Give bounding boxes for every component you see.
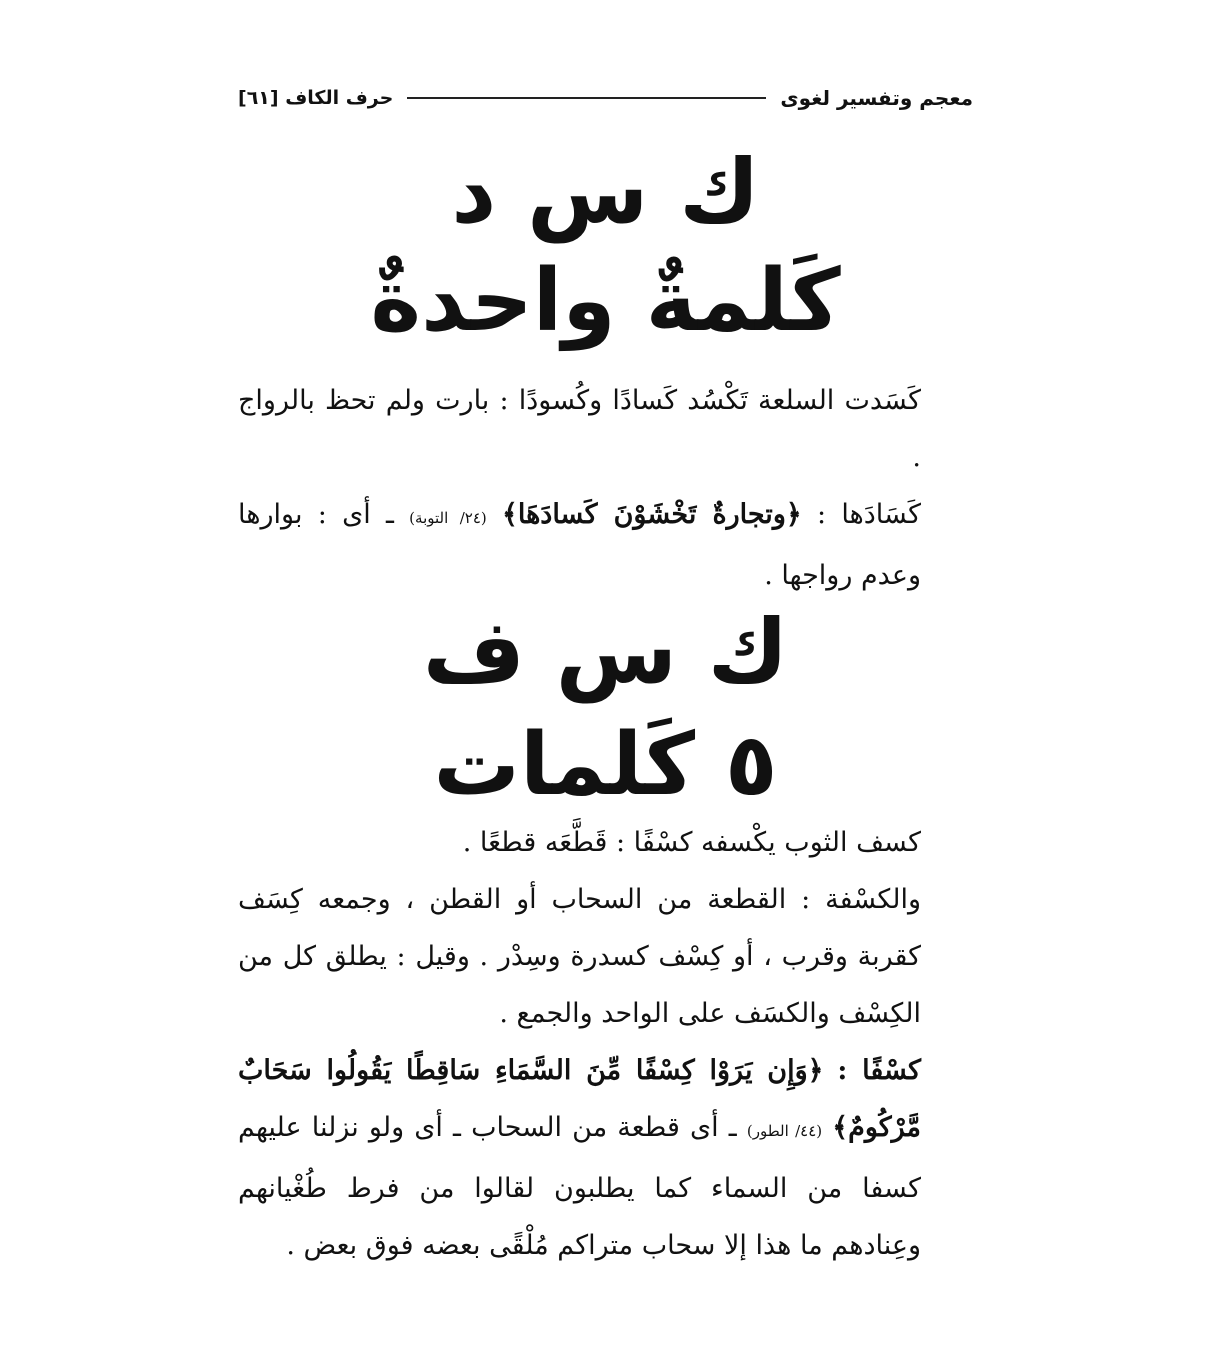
- quran-quote: ﴿وَإِن يَرَوْا كِسْفًا مِّنَ السَّمَاءِ سَاقِطًا يَقُولُوا سَحَابٌ مَّرْكُومٌ﴾: [238, 1055, 921, 1143]
- usage-word: كَسَادَها :: [816, 499, 921, 530]
- root-letters-heading: ك س ف: [422, 600, 789, 703]
- root-word-count: ٥ كَلمات: [433, 715, 778, 815]
- definition-paragraph: كَسَدت السلعة تَكْسُد كَسادًا وكُسودًا : بارت ولم تحظ بالرواج .: [238, 385, 921, 473]
- usage-word: كسْفًا :: [837, 1055, 921, 1086]
- definition-paragraph: كسف الثوب يكْسفه كسْفًا : قَطَّعَه قطعًا .: [462, 827, 921, 858]
- root-entry-block: [238, 814, 973, 1274]
- root-letters-heading: ك س د: [451, 140, 760, 243]
- quran-usage-paragraph: [238, 486, 973, 604]
- root-word-count: كَلمةٌ واحدةٌ: [370, 251, 841, 351]
- definition-paragraph: والكسْفة : القطعة من السحاب أو القطن ، وجمعه كِسَف كقربة وقرب ، أو كِسْف كسدرة وسِدْر . وقيل : يطلق كل من الكِسْف والكسَف على الواحد والجمع .: [238, 884, 921, 1029]
- book-title: معجم وتفسير لغوى: [780, 86, 973, 110]
- verse-reference: (٤٤/ الطور): [746, 1122, 823, 1140]
- quran-usage-paragraph: [238, 1042, 973, 1274]
- verse-reference: (٢٤/ التوبة): [409, 509, 487, 527]
- usage-meaning: ـ أى : بوارها وعدم رواجها .: [238, 499, 921, 591]
- quran-quote: ﴿وتجارةٌ تَخْشَوْنَ كَسادَهَا﴾: [502, 499, 802, 530]
- running-header: [238, 80, 973, 116]
- header-rule: [407, 97, 766, 99]
- root-entry-block: [238, 372, 973, 604]
- section-label: حرف الكاف [٦١]: [238, 87, 394, 109]
- usage-meaning: ـ أى قطعة من السحاب ـ أى ولو نزلنا عليهم كسفا من السماء كما يطلبون لقالوا من فرط طُغْيانهم وعِنادهم ما هذا إلا سحاب متراكم مُلْقًى بعضه فوق بعض .: [238, 1112, 921, 1261]
